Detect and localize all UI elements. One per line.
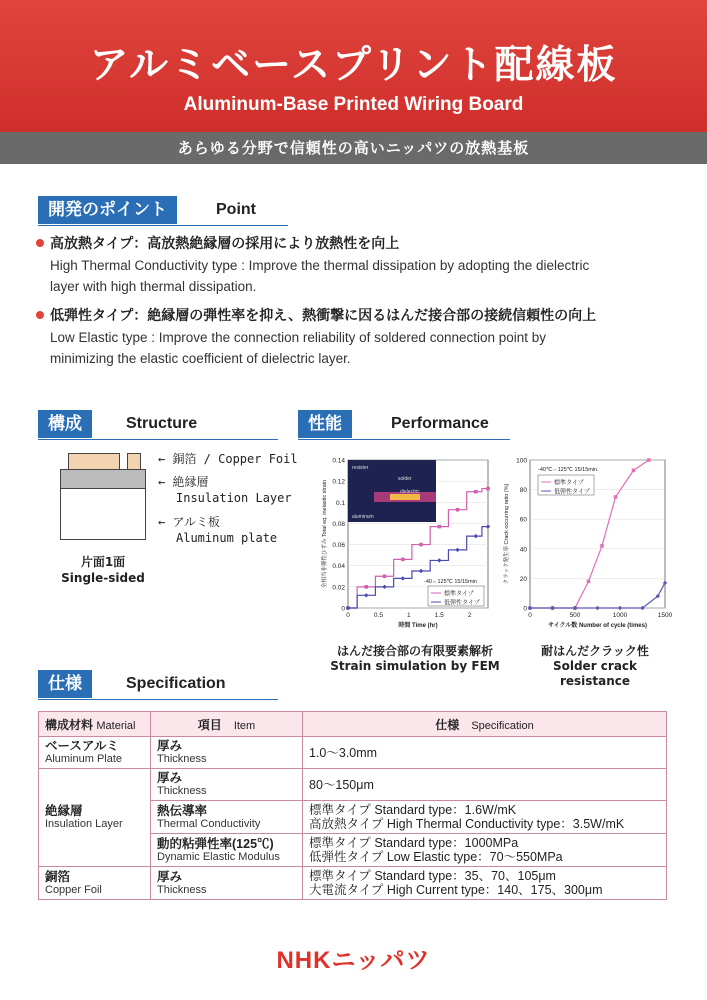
point-item-jp: 高放熱タイプ：高放熱絶縁層の採用により放熱性を向上 xyxy=(50,236,400,252)
spec-cell: 標準タイプ Standard type：1.6W/mK 高放熱タイプ High Thermal Conductivity type：3.5W/mK xyxy=(303,801,667,834)
x-tick-label: 500 xyxy=(569,612,581,619)
nhk-logo: NHKニッパツ xyxy=(276,947,431,974)
section-point xyxy=(38,196,288,224)
x-tick-label: 0 xyxy=(346,612,350,619)
section-structure-en: Structure xyxy=(126,415,198,432)
annotation: -40⇔125℃ 15/15min xyxy=(424,579,477,585)
material-cell: 銅箔 Copper Foil xyxy=(39,867,151,900)
section-rule xyxy=(38,439,278,440)
inset-label: dielectric xyxy=(400,489,420,495)
point-item-en: High Thermal Conductivity type : Improve the thermal dissipation by adopting the dielectric xyxy=(50,258,590,273)
item-cell: 熱伝導率 Thermal Conductivity xyxy=(151,801,303,834)
chart1-caption-jp: はんだ接合部の有限要素解析 xyxy=(336,644,493,658)
data-point xyxy=(383,574,387,578)
item-cell: 厚み Thickness xyxy=(151,737,303,769)
inset-label: aluminum xyxy=(352,514,374,520)
y-tick-label: 0.08 xyxy=(332,520,345,528)
point-item-jp: 低弾性タイプ：絶縁層の弾性率を抑え、熱衝撃に因るはんだ接合部の接続信頼性の向上 xyxy=(50,308,597,324)
section-rule xyxy=(298,439,510,440)
section-point-tag: 開発のポイント xyxy=(38,196,177,224)
table-row xyxy=(39,769,667,801)
header-banner xyxy=(0,0,707,132)
spec-cell: 1.0～3.0mm xyxy=(303,737,667,769)
material-cell: ベースアルミ Aluminum Plate xyxy=(39,737,151,769)
legend-label: 標準タイプ xyxy=(554,480,584,487)
x-tick-label: 1000 xyxy=(612,612,628,619)
x-axis-label: サイクル数 Number of cycle (times) xyxy=(548,623,647,629)
section-rule xyxy=(38,225,288,226)
y-axis-label: 全相当非弾性ひずみ Total eq. inelastic strain xyxy=(322,479,328,589)
spec-cell: 標準タイプ Standard type：35、70、105μm 大電流タイプ High Current type：140、175、300μm xyxy=(303,867,667,900)
table-header-row xyxy=(39,712,667,737)
subtitle-band: あらゆる分野で信頼性の高いニッパツの放熱基板 xyxy=(0,132,707,164)
crack-chart xyxy=(500,452,675,642)
data-point xyxy=(614,495,618,499)
structure-caption-jp: 片面1面 xyxy=(80,555,126,569)
section-structure-tag: 構成 xyxy=(38,410,92,438)
col-material: 構成材料 Material xyxy=(39,712,151,737)
y-tick-label: 100 xyxy=(516,457,527,465)
aluminum-label-en: Aluminum plate xyxy=(176,531,278,545)
title-jp: アルミベースプリント配線板 xyxy=(89,43,618,88)
legend-label: 標準タイプ xyxy=(444,591,474,598)
strain-chart xyxy=(300,452,500,642)
y-tick-label: 0.02 xyxy=(332,584,345,592)
x-tick-label: 2 xyxy=(467,612,472,619)
chart2-caption-jp: 耐はんだクラック性 xyxy=(541,644,649,658)
data-point xyxy=(401,558,405,562)
legend-label: 低弾性タイプ xyxy=(444,600,480,607)
copper-foil-block xyxy=(127,453,141,470)
x-axis-label: 時間 Time (hr) xyxy=(398,623,438,629)
insulation-layer-block xyxy=(60,469,146,489)
data-point xyxy=(632,469,636,473)
point-item-en: Low Elastic type : Improve the connection reliability of soldered connection point by xyxy=(50,330,547,345)
y-tick-label: 0 xyxy=(523,605,527,613)
item-cell: 厚み Thickness xyxy=(151,867,303,900)
bullet-icon xyxy=(36,239,44,247)
y-tick-label: 0 xyxy=(341,605,345,613)
section-spec xyxy=(38,670,278,698)
y-axis-label: クラック発生率 Crack occurring ratio (%) xyxy=(504,483,510,585)
y-tick-label: 0.12 xyxy=(332,478,345,486)
section-structure xyxy=(38,410,278,438)
x-tick-label: 1 xyxy=(407,612,411,619)
col-item: 項目 Item xyxy=(151,712,303,737)
point-item-en: minimizing the elastic coefficient of dielectric layer. xyxy=(50,351,351,366)
item-cell: 厚み Thickness xyxy=(151,769,303,801)
data-point xyxy=(474,490,478,494)
x-tick-label: 0.5 xyxy=(373,612,383,619)
data-point xyxy=(486,487,490,491)
structure-caption-en: Single-sided xyxy=(61,571,145,585)
material-cell: 絶縁層 Insulation Layer xyxy=(39,769,151,867)
data-point xyxy=(364,585,368,589)
y-tick-label: 60 xyxy=(519,516,527,524)
chart2-caption-en: Solder crack resistance xyxy=(552,659,638,688)
insulation-label-en: Insulation Layer xyxy=(176,491,292,505)
data-point xyxy=(456,508,460,512)
bullet-icon xyxy=(36,311,44,319)
title-en: Aluminum-Base Printed Wiring Board xyxy=(183,94,524,115)
spec-cell: 標準タイプ Standard type：1000MPa 低弾性タイプ Low Elastic type：70～550MPa xyxy=(303,834,667,867)
section-spec-tag: 仕様 xyxy=(38,670,92,698)
item-cell: 動的粘弾性率(125℃) Dynamic Elastic Modulus xyxy=(151,834,303,867)
point-item-1 xyxy=(50,234,670,297)
y-tick-label: 20 xyxy=(519,575,527,583)
aluminum-plate-block xyxy=(60,488,146,540)
section-point-en: Point xyxy=(216,201,256,218)
chart1-caption-en: Strain simulation by FEM xyxy=(330,659,500,673)
point-item-en: layer with high thermal dissipation. xyxy=(50,279,257,294)
x-tick-label: 1500 xyxy=(657,612,673,619)
x-tick-label: 0 xyxy=(528,612,532,619)
insulation-label-jp: ← 絶縁層 xyxy=(158,475,209,489)
data-point xyxy=(438,525,442,529)
section-rule xyxy=(38,699,278,700)
table-row xyxy=(39,737,667,769)
copper-foil-block xyxy=(68,453,120,470)
inset-label: solder xyxy=(398,476,412,482)
y-tick-label: 0.14 xyxy=(332,457,345,465)
point-item-2 xyxy=(50,306,670,369)
aluminum-label-jp: ← アルミ板 xyxy=(158,515,220,529)
spec-cell: 80～150μm xyxy=(303,769,667,801)
y-tick-label: 40 xyxy=(519,546,527,554)
y-tick-label: 0.1 xyxy=(335,499,345,507)
y-tick-label: 80 xyxy=(519,487,527,495)
spec-table xyxy=(38,711,667,900)
section-spec-en: Specification xyxy=(126,675,226,692)
inset-label: resister xyxy=(352,465,369,471)
annotation: -40℃⇔125℃ 15/15min. xyxy=(538,467,599,473)
section-performance-tag: 性能 xyxy=(298,410,352,438)
data-point xyxy=(600,544,604,548)
y-tick-label: 0.04 xyxy=(332,563,345,571)
data-point xyxy=(419,543,423,547)
section-performance xyxy=(298,410,510,438)
data-point xyxy=(647,458,651,462)
col-spec: 仕様 Specification xyxy=(303,712,667,737)
x-tick-label: 1.5 xyxy=(434,612,444,619)
legend-label: 低弾性タイプ xyxy=(554,489,590,496)
data-point xyxy=(587,580,591,584)
section-performance-en: Performance xyxy=(391,415,489,432)
table-row xyxy=(39,867,667,900)
y-tick-label: 0.06 xyxy=(332,542,345,550)
copper-label: ← 銅箔 / Copper Foil xyxy=(158,452,298,466)
